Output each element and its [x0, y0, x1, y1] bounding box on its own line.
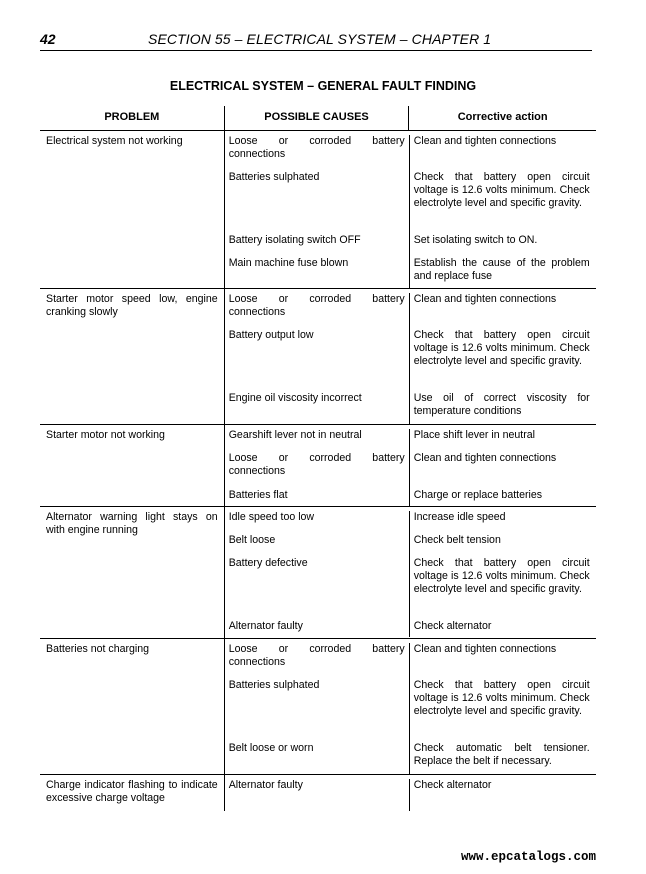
cause-cell: Belt loose	[228, 534, 276, 546]
action-cell: Check automatic belt tensioner. Replace the belt if necessary.	[409, 742, 596, 774]
cause-cell: Batteries sulphated	[228, 171, 320, 183]
column-header-causes: POSSIBLE CAUSES	[224, 106, 409, 130]
action-cell: Use oil of correct viscosity for temperature conditions	[409, 392, 596, 424]
table-row	[225, 620, 596, 637]
page-header	[40, 30, 592, 51]
table-header	[40, 106, 596, 131]
table-row	[225, 135, 596, 171]
column-header-problem: PROBLEM	[104, 111, 160, 123]
cause-cell: Engine oil viscosity incorrect	[228, 392, 362, 404]
action-cell: Establish the cause of the problem and replace fuse	[409, 257, 596, 288]
table-row	[225, 742, 596, 774]
website-footer: www.epcatalogs.com	[460, 850, 596, 864]
action-cell: Check that battery open circuit voltage is 12.6 volts minimum. Check electrolyte level and specific gravity.	[409, 679, 596, 742]
problem-cell: Starter motor speed low, engine cranking slowly	[46, 293, 218, 318]
table-row	[225, 679, 596, 742]
action-cell: Check alternator	[409, 620, 596, 637]
action-cell: Clean and tighten connections	[409, 643, 596, 679]
table-row-group	[40, 425, 596, 507]
action-cell: Check that battery open circuit voltage is 12.6 volts minimum. Check electrolyte level and specific gravity.	[409, 557, 596, 620]
table-row	[225, 171, 596, 234]
problem-cell: Batteries not charging	[46, 643, 150, 655]
cause-cell: Loose or corroded battery connections	[228, 293, 405, 318]
problem-cell: Electrical system not working	[46, 135, 183, 147]
table-row	[225, 429, 596, 452]
cause-cell: Battery isolating switch OFF	[228, 234, 361, 246]
causes-actions	[224, 425, 596, 506]
table-row-group	[40, 131, 596, 289]
table-row	[225, 489, 596, 506]
table-row	[225, 511, 596, 534]
action-cell: Clean and tighten connections	[409, 293, 596, 329]
causes-actions	[224, 639, 596, 774]
table-row	[225, 257, 596, 288]
cause-cell: Alternator faulty	[228, 779, 303, 791]
column-header-action: Corrective action	[408, 106, 596, 130]
action-cell: Clean and tighten connections	[409, 452, 596, 489]
table-row	[225, 293, 596, 329]
table-row	[225, 392, 596, 424]
table-row-group	[40, 639, 596, 775]
action-cell: Increase idle speed	[409, 511, 596, 534]
cause-cell: Idle speed too low	[228, 511, 315, 523]
cause-cell: Gearshift lever not in neutral	[228, 429, 362, 441]
table-row-group	[40, 289, 596, 425]
table-row	[225, 557, 596, 620]
table-row	[225, 534, 596, 557]
cause-cell: Belt loose or worn	[228, 742, 314, 754]
section-title: SECTION 55 – ELECTRICAL SYSTEM – CHAPTER 1	[148, 31, 492, 47]
cause-cell: Batteries flat	[228, 489, 288, 501]
table-row	[225, 329, 596, 392]
causes-actions	[224, 289, 596, 424]
table-row	[225, 234, 596, 257]
action-cell: Charge or replace batteries	[409, 489, 596, 506]
table-row-group	[40, 775, 596, 811]
fault-finding-table	[40, 106, 596, 811]
problem-cell: Starter motor not working	[46, 429, 165, 441]
action-cell: Place shift lever in neutral	[409, 429, 596, 452]
causes-actions	[224, 507, 596, 638]
action-cell: Clean and tighten connections	[409, 135, 596, 171]
page-number: 42	[40, 31, 56, 47]
causes-actions	[224, 775, 596, 811]
document-title: ELECTRICAL SYSTEM – GENERAL FAULT FINDING	[169, 79, 477, 93]
action-cell: Check that battery open circuit voltage is 12.6 volts minimum. Check electrolyte level and specific gravity.	[409, 171, 596, 234]
cause-cell: Battery output low	[228, 329, 314, 341]
cause-cell: Batteries sulphated	[228, 679, 320, 691]
cause-cell: Loose or corroded battery connections	[228, 452, 405, 477]
cause-cell: Loose or corroded battery connections	[228, 643, 405, 668]
action-cell: Check alternator	[409, 779, 596, 811]
cause-cell: Loose or corroded battery connections	[228, 135, 405, 160]
problem-cell: Alternator warning light stays on with engine running	[46, 511, 218, 536]
action-cell: Check belt tension	[409, 534, 596, 557]
cause-cell: Main machine fuse blown	[228, 257, 349, 269]
cause-cell: Alternator faulty	[228, 620, 303, 632]
table-row-group	[40, 507, 596, 639]
action-cell: Set isolating switch to ON.	[409, 234, 596, 257]
problem-cell: Charge indicator flashing to indicate excessive charge voltage	[46, 779, 218, 804]
action-cell: Check that battery open circuit voltage is 12.6 volts minimum. Check electrolyte level and specific gravity.	[409, 329, 596, 392]
cause-cell: Battery defective	[228, 557, 308, 569]
table-row	[225, 643, 596, 679]
causes-actions	[224, 131, 596, 288]
table-row	[225, 779, 596, 811]
table-row	[225, 452, 596, 489]
